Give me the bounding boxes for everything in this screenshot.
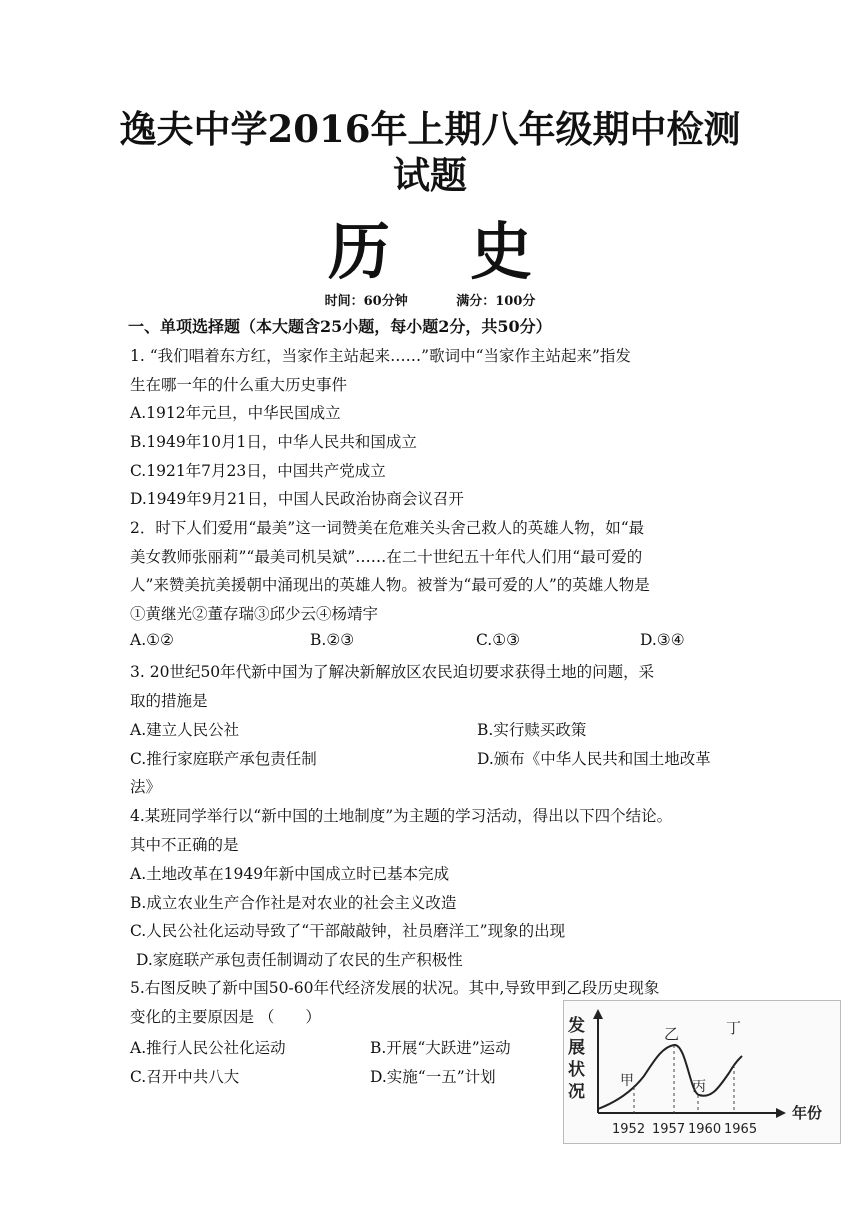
year-1952: 1952 bbox=[612, 1122, 646, 1137]
question-text: 2．时下人们爱用“最美”这一词赞美在危难关头舍己救人的英雄人物，如“最 bbox=[130, 519, 645, 537]
question-text: 取的措施是 bbox=[130, 692, 208, 710]
question-text: 3. 20世纪50年代新中国为了解决新解放区农民迫切要求获得土地的问题，采 bbox=[130, 663, 655, 681]
y-axis-label bbox=[567, 1015, 591, 1102]
x-axis-arrow bbox=[776, 1108, 786, 1118]
option-b[interactable]: B.实行赎买政策 bbox=[477, 721, 587, 739]
y-label-char: 状 bbox=[568, 1060, 585, 1080]
option-d[interactable]: D.颁布《中华人民共和国土地改革 bbox=[477, 750, 711, 768]
section-heading: 一、单项选择题（本大题含25小题，每小题2分，共50分） bbox=[128, 317, 552, 336]
y-label-char: 展 bbox=[568, 1038, 585, 1058]
option-a[interactable]: A.1912年元旦，中华民国成立 bbox=[130, 404, 341, 422]
question-text: ①黄继光②董存瑞③邱少云④杨靖宇 bbox=[130, 605, 379, 623]
y-label-char: 况 bbox=[568, 1082, 585, 1102]
question-text: 变化的主要原因是 （ ） bbox=[130, 1008, 321, 1026]
option-a[interactable]: A.①② bbox=[130, 631, 174, 649]
exam-title-line1: 逸夫中学2016年上期八年级期中检测 bbox=[119, 107, 741, 151]
year-1965: 1965 bbox=[724, 1122, 758, 1137]
subject-title: 历史 bbox=[327, 215, 612, 288]
option-b[interactable]: B.成立农业生产合作社是对农业的社会主义改造 bbox=[130, 894, 457, 912]
option-b[interactable]: B.1949年10月1日，中华人民共和国成立 bbox=[130, 433, 417, 451]
option-c[interactable]: C.1921年7月23日，中国共产党成立 bbox=[130, 462, 386, 480]
exam-score: 满分：100分 bbox=[456, 294, 536, 309]
x-axis-label: 年份 bbox=[792, 1104, 823, 1122]
stage-label-bing: 丙 bbox=[692, 1079, 706, 1095]
stage-label-ding: 丁 bbox=[726, 1019, 742, 1037]
y-axis-arrow bbox=[593, 1009, 603, 1019]
question-text: 生在哪一年的什么重大历史事件 bbox=[130, 376, 348, 394]
option-a[interactable]: A.土地改革在1949年新中国成立时已基本完成 bbox=[130, 865, 450, 883]
stage-label-yi: 乙 bbox=[664, 1025, 680, 1043]
option-c[interactable]: C.①③ bbox=[476, 631, 521, 649]
year-1960: 1960 bbox=[688, 1122, 722, 1137]
option-d-continued: 法》 bbox=[130, 778, 162, 796]
exam-meta bbox=[0, 290, 860, 309]
question-text: 人”来赞美抗美援朝中涌现出的英雄人物。被誉为“最可爱的人”的英雄人物是 bbox=[130, 576, 650, 594]
development-chart bbox=[564, 1001, 840, 1143]
option-a[interactable]: A.推行人民公社化运动 bbox=[130, 1039, 286, 1057]
option-d[interactable]: D.③④ bbox=[640, 631, 685, 649]
option-c[interactable]: C.推行家庭联产承包责任制 bbox=[130, 750, 317, 768]
exam-title-line2: 试题 bbox=[393, 153, 467, 197]
question-text: 1. “我们唱着东方红，当家作主站起来……”歌词中“当家作主站起来”指发 bbox=[130, 347, 631, 365]
option-d[interactable]: D.1949年9月21日，中国人民政治协商会议召开 bbox=[130, 490, 464, 508]
option-d[interactable]: D.家庭联产承包责任制调动了农民的生产积极性 bbox=[136, 951, 463, 969]
option-c[interactable]: C.人民公社化运动导致了“干部敲敲钟，社员磨洋工”现象的出现 bbox=[130, 922, 566, 940]
option-b[interactable]: B.②③ bbox=[310, 631, 355, 649]
question-text: 4.某班同学举行以“新中国的土地制度”为主题的学习活动，得出以下四个结论。 bbox=[130, 807, 673, 825]
option-b[interactable]: B.开展“大跃进”运动 bbox=[370, 1039, 511, 1057]
option-a[interactable]: A.建立人民公社 bbox=[130, 721, 240, 739]
question-text: 其中不正确的是 bbox=[130, 836, 239, 854]
development-figure bbox=[563, 1000, 841, 1144]
exam-time: 时间：60分钟 bbox=[324, 294, 408, 309]
question-text: 5.右图反映了新中国50-60年代经济发展的状况。其中,导致甲到乙段历史现象 bbox=[130, 979, 660, 997]
option-d[interactable]: D.实施“一五”计划 bbox=[370, 1068, 496, 1086]
y-label-char: 发 bbox=[568, 1016, 585, 1036]
year-1957: 1957 bbox=[652, 1122, 686, 1137]
stage-label-jia: 甲 bbox=[620, 1073, 634, 1089]
option-c[interactable]: C.召开中共八大 bbox=[130, 1068, 240, 1086]
question-text: 美女教师张丽莉”“最美司机吴斌”……在二十世纪五十年代人们用“最可爱的 bbox=[130, 548, 643, 566]
